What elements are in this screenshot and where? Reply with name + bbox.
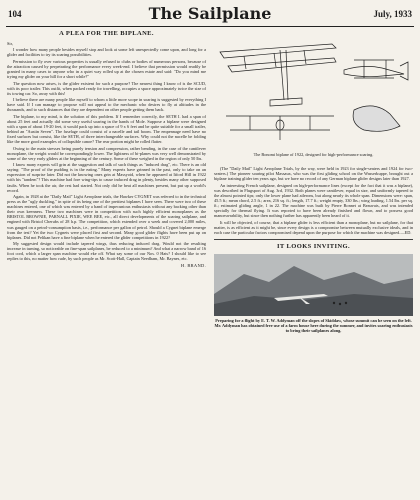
page-number: 104 — [8, 9, 22, 19]
article-paragraph: The question now arises, is the glider existent for such a purpose? The nearest thing I know of is the SCUD, with its poor trailer. This outfit, when packed ready for travelling, occupies a space approximately twice the size of its towing car. So, away with this! — [7, 80, 206, 96]
biplane-drawing — [214, 30, 413, 150]
article-paragraph: I know many experts will grin at the suggestion and talk of such things as "induced drag", etc. There is an old saying: "The proof of the pudding is in the eating." Many experts have grinned in the past, only to take on an expression of surprise later. Did not the knowing ones grin at Massyoid, when he appeared at Itford Hill in 1922 with his "tandem"? This machine had fore wing-tips to cause induced drag in plenty, besides many other supposed faults. When he took the air, the rest had started. Not only did he beat all machines present, but put up a world's record. — [7, 162, 206, 193]
article-paragraph: Again, in 1928 at the "Daily Mail" Light Aeroplane trials, the Hawker CYGNET was referred to in the technical press as the "ugly duckling," in spite of its being one of the prettiest biplanes I have seen. There were two of these machines entered, one of which was entered by a band of impecunious enthusiasts without any backing other than their own keenness. These two machines were in competition with such highly efficient monoplanes as the BRISTOL BROWNIE, PARNALL PIXIE, WEE BEE, etc., all direct developments of the soaring sailplane, and engined with Bristol Cherubs of 28 h.p. The competition, which extended over a week and covered 2,000 miles, was gauged on a petrol-consumption basis, i.e., performance per gallon of petrol. Should a Cygnet biplane emerge from the test? Yet the two Cygnets were placed first and second. Many good glider flights have been put up on biplanes. Did not Pelikan have a fine biplane when he entered the glider competitions in 1922? — [7, 194, 206, 240]
article-paragraph: I wonder how many people besides myself stop and look at some left unexpectedly come upon, and long for a glider and facilities to try its soaring possibilities. — [7, 47, 206, 58]
article-paragraph: The biplane, to my mind, is the solution of this problem. If I remember correctly, the SETH I. had a span of about 25 feet and actually did some very useful soaring in the hands of Mole. Suppose a biplane were designed with a span of about 19-20 feet, it would pack up into a space of 9 x 6 feet and be quite suitable for a small trailer, behind an "Austin Seven". The fuselage could consist of a nacelle and tail boom. The empennage need have no fixed surfaces but consist, like the SETH, of three interchangeable surfaces. Why could not the nacelle be folding like the more good examples of collapsible canoe? The rear portion might be rolled flatter. — [7, 113, 206, 145]
section-divider — [214, 239, 413, 240]
issue-date: July, 1933 — [373, 9, 412, 19]
photo-caption: Preparing for a flight by E. T. W. Addyman off the slopes of Skiddaw, whose summit can be seen on the left. Mr. Addyman has obtained free use of a farm house here during the summer, and invites soaring enthusiasts to bring their sailplanes along. — [214, 317, 413, 334]
article-paragraph: I believe there are many people like myself to whom a little more scope in soaring is suggested by everything I have said. If I can manage to propose will not appeal to the mechanic who desires to fly at altitudes in the thousands, and to such distances that they are dependent on other people getting them back. — [7, 97, 206, 113]
figure-caption: The Bonomi biplane of 1922, designed for high-performance soaring. — [253, 152, 374, 157]
author-signature: H. BRAND. — [180, 262, 206, 268]
landscape-photo-image — [214, 254, 413, 316]
left-column — [7, 30, 206, 492]
masthead — [6, 4, 414, 27]
salutation: Sir, — [7, 41, 13, 46]
biplane-drawing-figure — [214, 30, 413, 166]
right-column — [214, 30, 413, 492]
article-headline-biplane-plea: A PLEA FOR THE BIPLANE. — [59, 30, 154, 37]
article-paragraph: It will be objected, of course, that a biplane glider is less efficient than a monoplane, but no sailplane, for that matter, is as efficient as it might be, since every design is a compromise between mutually exclusive ideals, and in each case the particular factors compromised depend upon the purpose for which the machine was designed.—ED. — [214, 219, 413, 235]
article-paragraph: Permission to fly over various properties is usually refused to clubs or bodies of numerous persons, because of the attraction caused by perpetrating the performance every week-end. I believe that permission would readily be granted in many cases to anyone who in a quiet way rolled up at the chosen estate and said: "Do you mind me trying my glider on your hill for a short while?" — [7, 58, 206, 80]
article-paragraph: (The "Daily Mail" Light Aeroplane Trials, by the way, were held in 1923 for single-seaters and 1924 for two-seaters.) The pioneer soaring pilot Massaux, who was the first gliding school on the Wasserkuppe, brought out a biplane training glider ten years ago, but we have no record of any German biplane glider designs later than 1927. — [214, 166, 413, 182]
article-paragraph: My suggested design would include tapered wings, thus reducing induced drag. Would not the resulting increase in turning, so noticeable on fine-span sailplanes, be reduced to a minimum? And what a narrow band of 16 foot cord, which a larger span machine would eke off. What say some of our Nos. 0 Hats? I should like to see replies to this, no matter how rude, by such people as Mr. Scott-Hall, Captain Needham, Mr. Baynes, etc. — [7, 241, 206, 262]
publication-title: The Sailplane — [148, 4, 272, 23]
skiddaw-photo — [214, 254, 413, 316]
article-headline-looks-inviting: IT LOOKS INVITING. — [276, 242, 350, 250]
article-paragraph: Owing to the main stresses being purely tension and compression, rather bending, in the case of the cantilever monoplane, the weight would be correspondingly lower. The lightness of bi-planes was very well demonstrated by some of the very early gliders at the beginning of the century. Some of these weighed in the region of only 50 lbs. — [7, 145, 206, 161]
article-paragraph: An interesting French sailplane, designed on high-performance lines (except for the fact that it was a biplane), was described in Flugsport of Aug. 3rd, 1932. Both planes were cantilever, equal in size, and uniformly tapered to the almost pointed tips; only the lower plane had ailerons, but along nearly its whole span. Dimensions were: span, 45.5 ft.; mean chord, 2.5 ft.; area, 216 sq. ft.; length, 17.7 ft.; weight empty, 330 lbs.; wing loading, 1.54 lbs. per sq. ft.; estimated gliding angle, 1 in 22. The machine was built by Pierre Bonnet at Beauvais, and was intended specially for thermal flying. It was reported to have been already finished and flown, and to possess good manoeuvrability, but since then nothing further has apparently been heard of it. — [214, 182, 413, 219]
